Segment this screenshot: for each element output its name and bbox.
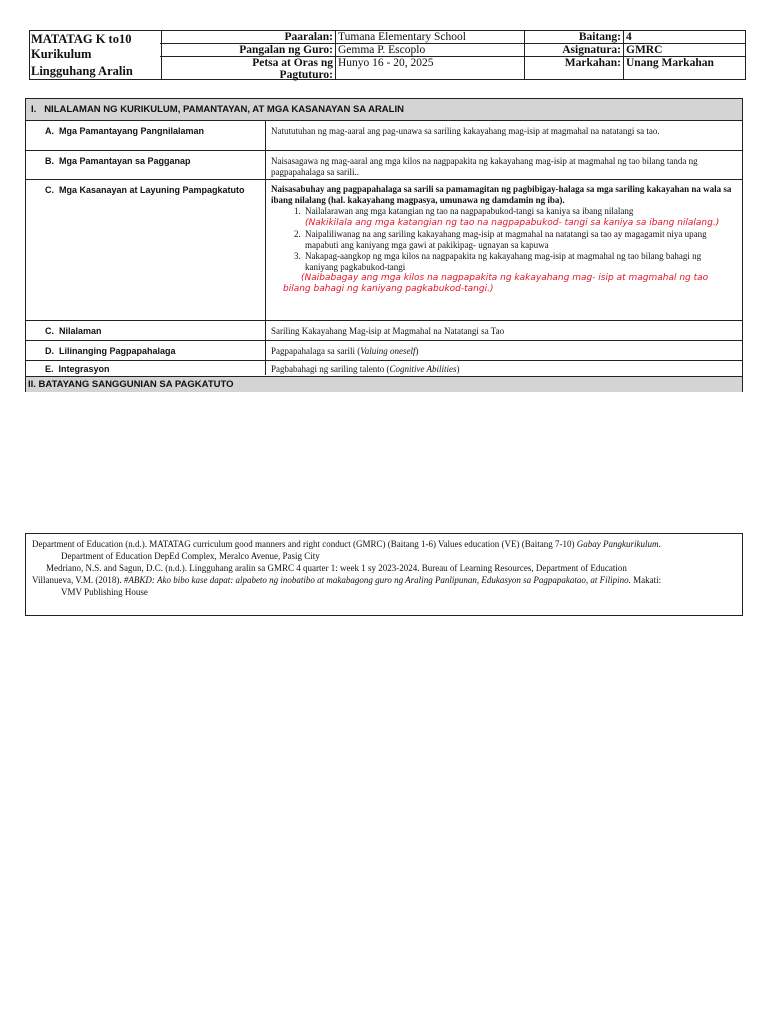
- objectives-list: [271, 206, 736, 273]
- table-row-content-standards: [26, 121, 742, 151]
- section-2-heading: II. BATAYANG SANGGUNIAN SA PAGKATUTO: [26, 376, 742, 392]
- objective-text: Naipaliliwanag na ang sariling kakayahang mag-isip at magmahal na natatangi sa tao ay magagamit niya upang mapabuti ang kaniyang mga gawi at pakikipag- ugnayan sa kapuwa: [305, 229, 707, 250]
- row-label: E. Integrasyon: [26, 361, 266, 375]
- paaralan-value: Tumana Elementary School: [336, 31, 525, 44]
- petsa-value: Hunyo 16 - 20, 2025: [336, 57, 525, 79]
- guro-label: Pangalan ng Guro:: [160, 44, 336, 57]
- table-row-nilalaman: [26, 321, 742, 341]
- text-part: ): [456, 364, 460, 374]
- objective-note: (Nakikilala ang mga katangian ng tao na nagpapabukod- tangi sa kaniya sa ibang nilalang.): [305, 218, 720, 228]
- baitang-label: Baitang:: [525, 31, 624, 44]
- asignatura-label: Asignatura:: [525, 44, 624, 57]
- markahan-label: Markahan:: [525, 57, 624, 79]
- reference-item: Medriano, N.S. and Sagun, D.C. (n.d.). Lingguhang aralin sa GMRC 4 quarter 1: week 1 sy 2023-2024. Bureau of Learning Resources, Department of Education: [46, 563, 627, 573]
- reference-item: [32, 574, 736, 586]
- text-part: Pagpapahalaga sa sarili (: [271, 346, 361, 356]
- objective-text: Nailalarawan ang mga katangian ng tao na nagpapabukod-tangi sa kaniya sa ibang nilalang: [305, 206, 634, 216]
- objective-text: Nakapag-aangkop ng mga kilos na nagpapakita ng kakayahang mag-isip at magmahal ng tao bilang bahagi ng kaniyang pagkabukod-tangi: [305, 251, 702, 272]
- table-row-integrasyon: [26, 361, 742, 375]
- references-box: [25, 533, 743, 616]
- row-text: [266, 361, 742, 375]
- row-label: D. Lilinanging Pagpapahalaga: [26, 341, 266, 360]
- ref-title: #ABKD: Ako bibo kase dapat: alpabeto ng inobatibo at makabagong guro ng Araling Panlipunan, Edukasyon sa Pagpapakatao, at Filipino.: [123, 575, 631, 585]
- row-label: C. Nilalaman: [26, 321, 266, 340]
- text-part-italic: Cognitive Abilities: [389, 364, 457, 374]
- reference-item: [32, 538, 736, 550]
- paaralan-label: Paaralan:: [160, 31, 336, 44]
- markahan-value: Unang Markahan: [626, 57, 714, 69]
- row-label: C. Mga Kasanayan at Layuning Pampagkatuto: [26, 180, 266, 320]
- list-item: [303, 251, 736, 273]
- baitang-value: 4: [624, 31, 745, 44]
- table-row-performance-standards: [26, 151, 742, 180]
- ref-text: .: [658, 539, 661, 549]
- text-part-italic: Valuing oneself: [360, 346, 416, 356]
- competency-intro: Naisasabuhay ang pagpapahalaga sa sarili sa pamamagitan ng pagbibigay-halaga sa mga sariling kakayahan na wala sa ibang nilalang (hal. kakayahang magpasya, umunawa ng damdamin ng iba).: [271, 184, 732, 205]
- curriculum-content-table: [25, 98, 743, 392]
- table-row-pagpapahalaga: [26, 341, 742, 361]
- section-1-heading: I. NILALAMAN NG KURIKULUM, PAMANTAYAN, AT MGA KASANAYAN SA ARALIN: [26, 99, 742, 121]
- text-part: Pagbabahagi ng sariling talento (: [271, 364, 390, 374]
- title-line-3: Lingguhang Aralin: [31, 64, 133, 78]
- ref-text: Villanueva, V.M. (2018).: [32, 575, 124, 585]
- row-text: Naisasagawa ng mag-aaral ang mga kilos na nagpapakita ng kakayahang mag-isip at magmahal ng tao bilang tanda ng pagpapahalaga sa sarili..: [271, 156, 698, 177]
- petsa-label: Petsa at Oras ng Pagtuturo:: [160, 57, 336, 79]
- row-text: [266, 341, 742, 360]
- row-text: Natututuhan ng mag-aaral ang pag-unawa sa sariling kakayahang mag-isip at magmahal na natatangi sa tao.: [271, 126, 660, 136]
- list-item: [303, 206, 736, 229]
- table-row-learning-competencies: [26, 180, 742, 321]
- lesson-header-table: [29, 30, 746, 80]
- asignatura-value: GMRC: [624, 44, 745, 57]
- title-line-1: MATATAG K to10: [31, 32, 132, 46]
- ref-text: Makati:: [630, 575, 662, 585]
- competencies-cell: [266, 180, 742, 320]
- text-part: ): [415, 346, 419, 356]
- reference-continuation: VMV Publishing House: [61, 587, 148, 597]
- reference-continuation: Department of Education DepEd Complex, Meralco Avenue, Pasig City: [61, 551, 320, 561]
- list-item: [303, 229, 736, 251]
- ref-text: Department of Education (n.d.). MATATAG curriculum good manners and right conduct (GMRC) (Baitang 1-6) Values education (VE) (Baitang 7-10): [32, 539, 577, 549]
- guro-value: Gemma P. Escoplo: [336, 44, 525, 57]
- curriculum-title: [30, 31, 162, 80]
- closing-note: (Naibabagay ang mga kilos na nagpapakita ng kakayahang mag- isip at magmahal ng tao bilang bahagi ng kaniyang pagkabukod-tangi.): [283, 273, 709, 294]
- row-label: A. Mga Pamantayang Pangnilalaman: [26, 121, 266, 150]
- ref-title: Gabay Pangkurikulum: [576, 539, 659, 549]
- row-label: B. Mga Pamantayan sa Pagganap: [26, 151, 266, 179]
- title-line-2: Kurikulum: [31, 47, 92, 61]
- row-text: Sariling Kakayahang Mag-isip at Magmahal na Natatangi sa Tao: [271, 326, 505, 336]
